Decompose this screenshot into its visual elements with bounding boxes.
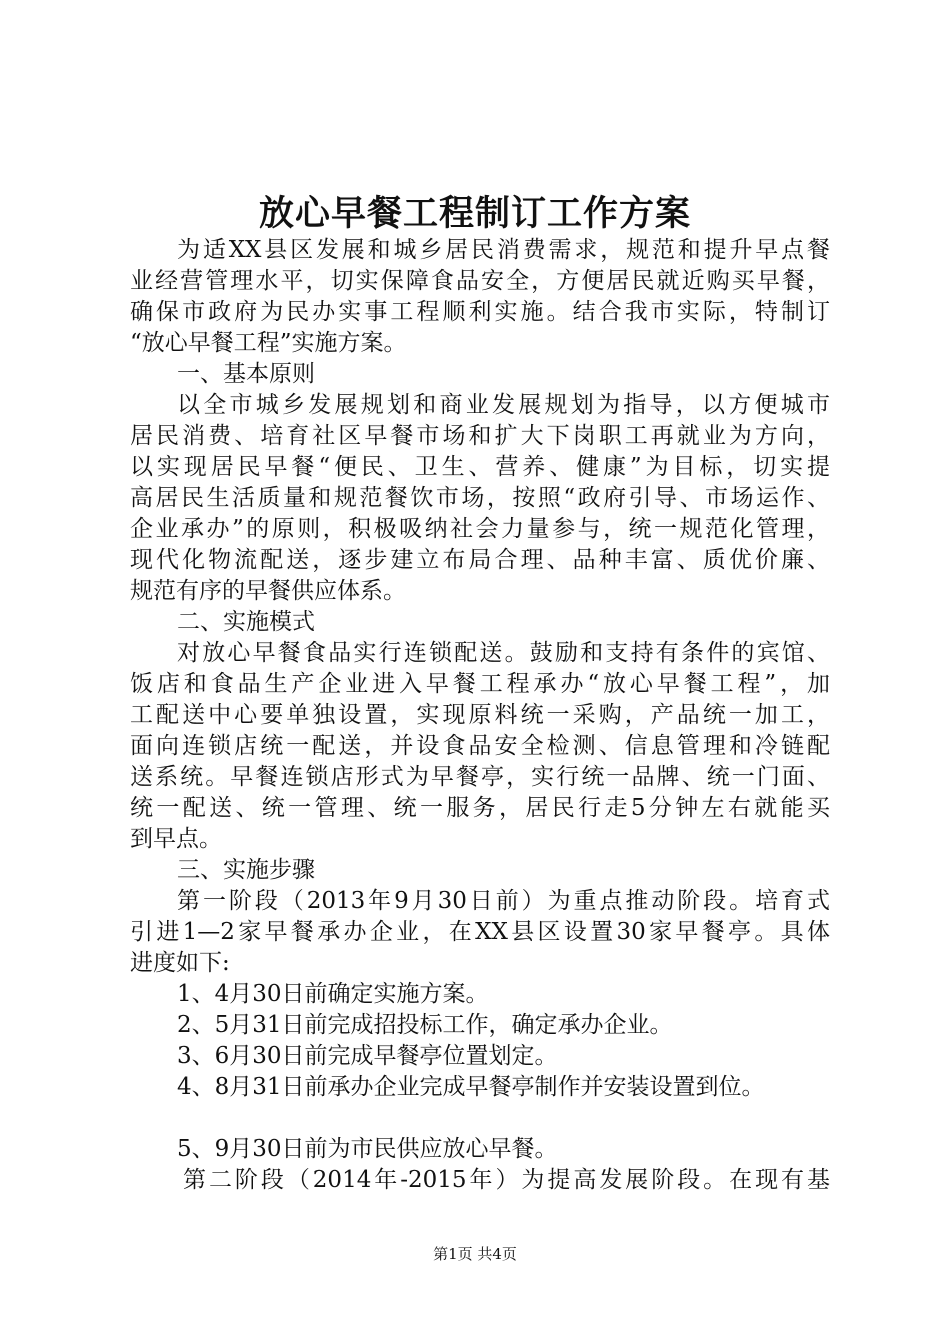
- paragraph-line: 高居民生活质量和规范餐饮市场，按照“政府引导、市场运作、: [130, 485, 830, 511]
- paragraph-line: 对放心早餐食品实行连锁配送。鼓励和支持有条件的宾馆、: [177, 640, 830, 666]
- list-item: 1、4月30日前确定实施方案。: [177, 981, 489, 1007]
- list-item: 3、6月30日前完成早餐亭位置划定。: [177, 1043, 558, 1069]
- paragraph-line: 居民消费、培育社区早餐市场和扩大下岗职工再就业为方向，: [130, 423, 830, 449]
- paragraph-line: 面向连锁店统一配送，并设食品安全检测、信息管理和冷链配: [130, 733, 830, 759]
- paragraph-line: 送系统。早餐连锁店形式为早餐亭，实行统一品牌、统一门面、: [130, 764, 830, 790]
- paragraph-line: 为适XX县区发展和城乡居民消费需求，规范和提升早点餐: [177, 237, 830, 263]
- document-title: 放心早餐工程制订工作方案: [258, 193, 691, 234]
- paragraph-line: 到早点。: [130, 826, 222, 852]
- paragraph-line: 统一配送、统一管理、统一服务，居民行走5分钟左右就能买: [130, 795, 830, 821]
- paragraph-line: 第一阶段（2013年9月30日前）为重点推动阶段。培育式: [177, 888, 830, 914]
- paragraph-line: 以实现居民早餐“便民、卫生、营养、健康”为目标，切实提: [130, 454, 830, 480]
- blank-line: [130, 1103, 830, 1134]
- list-item: 2、5月31日前完成招投标工作，确定承办企业。: [177, 1012, 673, 1038]
- paragraph-line: 饭店和食品生产企业进入早餐工程承办“放心早餐工程”，加: [130, 671, 830, 697]
- paragraph-line: 以全市城乡发展规划和商业发展规划为指导，以方便城市: [177, 392, 830, 418]
- paragraph-line: 企业承办”的原则，积极吸纳社会力量参与，统一规范化管理，: [130, 516, 830, 542]
- paragraph-line: 确保市政府为民办实事工程顺利实施。结合我市实际，特制订: [130, 299, 830, 325]
- list-item: 4、8月31日前承办企业完成早餐亭制作并安装设置到位。: [177, 1074, 765, 1100]
- paragraph-line: “放心早餐工程”实施方案。: [130, 330, 407, 356]
- document-body: [130, 235, 830, 1196]
- paragraph-line: 业经营管理水平，切实保障食品安全，方便居民就近购买早餐，: [130, 268, 830, 294]
- paragraph-line: 引进1—2家早餐承办企业，在XX县区设置30家早餐亭。具体: [130, 919, 830, 945]
- paragraph-line: 现代化物流配送，逐步建立布局合理、品种丰富、质优价廉、: [130, 547, 830, 573]
- paragraph-line: 进度如下:: [130, 950, 230, 976]
- paragraph-line: 第二阶段（2014年-2015年）为提高发展阶段。在现有基: [183, 1167, 830, 1193]
- section-heading: 一、基本原则: [177, 361, 315, 387]
- section-heading: 二、实施模式: [177, 609, 315, 635]
- list-item: 5、9月30日前为市民供应放心早餐。: [177, 1136, 558, 1162]
- paragraph-line: 规范有序的早餐供应体系。: [130, 578, 406, 604]
- paragraph-line: 工配送中心要单独设置，实现原料统一采购，产品统一加工，: [130, 702, 830, 728]
- section-heading: 三、实施步骤: [177, 857, 315, 883]
- page-footer: 第1页 共4页: [433, 1245, 517, 1263]
